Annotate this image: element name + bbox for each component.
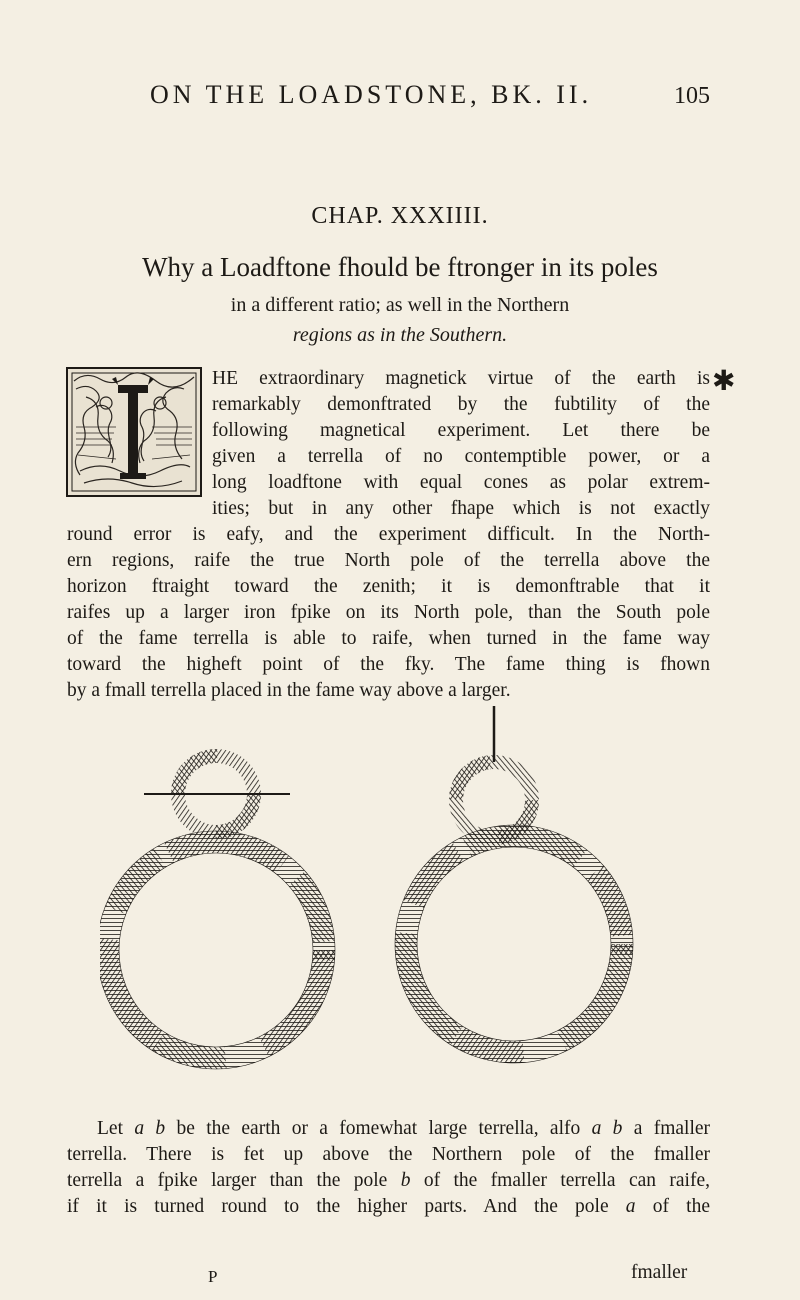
- terrella-figure: [100, 706, 720, 1076]
- decorated-initial: [66, 367, 202, 497]
- body-line: following magnetical experiment. Let there be: [212, 420, 710, 441]
- body-line: long loadftone with equal cones as polar extrem-: [212, 472, 710, 493]
- body-line: round error is eafy, and the experiment difficult. In the North-: [67, 524, 710, 545]
- signature-mark: P: [208, 1267, 218, 1286]
- catchword: fmaller: [631, 1262, 688, 1283]
- body-line: by a fmall terrella placed in the fame way above a larger.: [67, 680, 511, 701]
- body-line: horizon ftraight toward the zenith; it is demonftrable that it: [67, 576, 710, 597]
- initial-t-engraving: [66, 367, 202, 497]
- left-terrella-pair: [100, 756, 335, 1069]
- body-line: of the fame terrella is able to raife, when turned in the fame way: [67, 628, 710, 649]
- body-line: raifes up a larger iron fpike on its North pole, than the South pole: [67, 602, 710, 623]
- body-line: remarkably demonftrated by the fubtility of the: [212, 394, 710, 415]
- page-number: 105: [674, 83, 710, 109]
- chapter-title-line-3: regions as in the Southern.: [292, 324, 508, 346]
- body-line: ities; but in any other fhape which is not exactly: [212, 498, 710, 519]
- body-line: toward the higheft point of the fky. The fame thing is fhown: [67, 654, 710, 675]
- chapter-title-line-2: in a different ratio; as well in the Northern: [230, 294, 570, 316]
- caption-line: if it is turned round to the higher parts. And the pole a of the: [67, 1196, 710, 1217]
- running-head-title: ON THE LOADSTONE, BK. II.: [150, 80, 593, 109]
- body-line: given a terrella of no contemptible power, or a: [212, 446, 710, 467]
- caption-line: Let a b be the earth or a fomewhat large terrella, alfo a b a fmaller: [97, 1118, 711, 1139]
- terrella-engraving: [100, 706, 720, 1076]
- chapter-title-line-1: Why a Loadftone fhould be ftronger in its poles: [142, 252, 658, 282]
- running-head: [150, 80, 710, 110]
- marginal-star-icon: ✱: [712, 366, 736, 397]
- chapter-heading: CHAP. XXXIIII.: [311, 203, 489, 229]
- caption-line: terrella. There is fet up above the Northern pole of the fmaller: [67, 1144, 710, 1165]
- body-line: ern regions, raife the true North pole of the terrella above the: [67, 550, 710, 571]
- right-terrella-pair: [395, 706, 633, 1063]
- caption-line: terrella a fpike larger than the pole b of the fmaller terrella can raife,: [67, 1170, 710, 1191]
- body-line: HE extraordinary magnetick virtue of the earth is: [212, 368, 710, 389]
